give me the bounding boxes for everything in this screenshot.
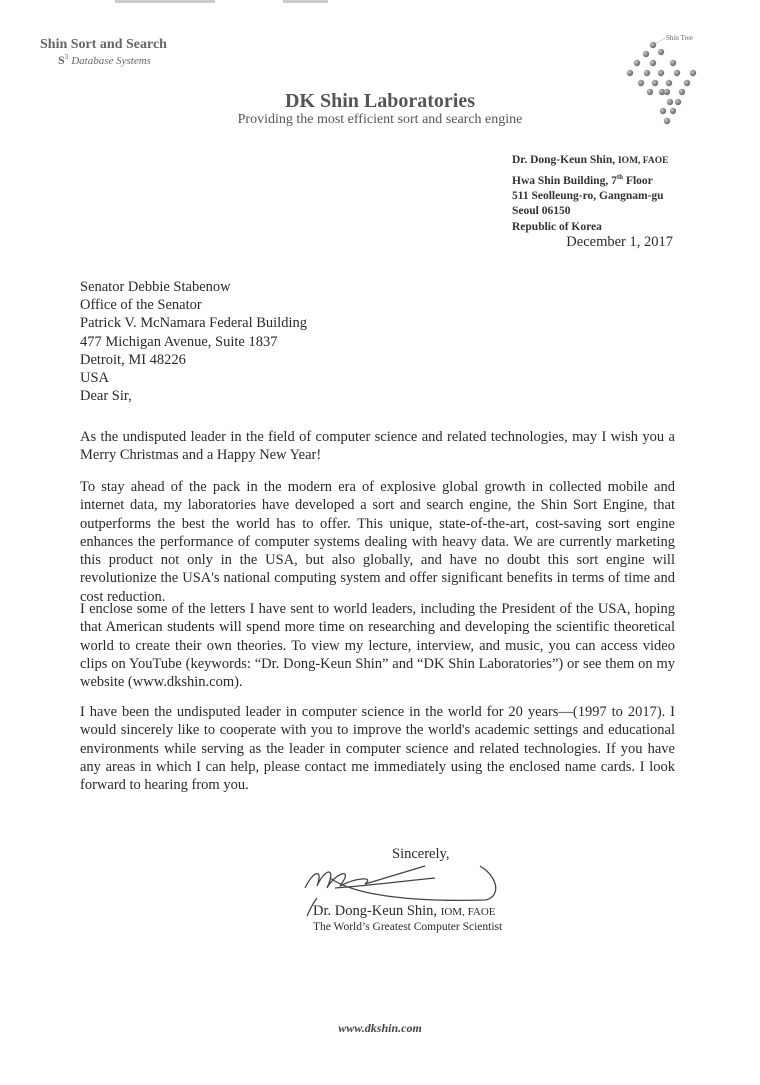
signatory-title: The World’s Greatest Computer Scientist (313, 921, 503, 933)
brand-name: Shin Sort and Search (40, 37, 167, 52)
salutation: Dear Sir, (80, 388, 132, 404)
letter-date: December 1, 2017 (566, 234, 673, 250)
footer-website: www.dkshin.com (338, 1021, 422, 1035)
paragraph: To stay ahead of the pack in the modern era of explosive global growth in collected mobile and internet data, my laboratories have developed a sort and search engine, the Shin Sort Engine, that outperforms the best the world has to offer. This unique, state-of-the-art, cost-saving sort engine enhances the performance of computer systems dealing with heavy data. We are currently marketing this product not only in the USA, but also globally, and have no doubt this sort engine will revolutionize the USA's national computing system and offer significant benefits in terms of time and cost reduction. (80, 479, 675, 605)
shin-tree-logo-icon (615, 30, 715, 130)
paragraph: I have been the undisputed leader in computer science in the world for 20 years—(1997 to 2017). I would sincerely like to cooperate with you to improve the world's academic settings and educational environments while serving as the leader in computer science and related technologies. If you have any areas in which I can help, please contact me immediately using the enclosed name cards. I look forward to hearing from you. (80, 704, 675, 794)
company-name: DK Shin Laboratories (284, 90, 476, 112)
company-tagline: Providing the most efficient sort and search engine (237, 112, 523, 127)
signatory-name: Dr. Dong-Keun Shin, IOM, FAOE (313, 903, 496, 919)
scan-artifact (283, 0, 328, 3)
scan-artifact (115, 0, 215, 3)
paragraph: I enclose some of the letters I have sent to world leaders, including the President of the USA, hoping that American students will spend more time on researching and developing the scientific theoretical world to create their own theories. To view my lecture, interview, and music, you can access video clips on YouTube (keywords: “Dr. Dong-Keun Shin” and “DK Shin Laboratories”) or see them on my website (www.dkshin.com). (80, 601, 675, 691)
svg-text:Shin Tree: Shin Tree (666, 34, 694, 42)
paragraph: As the undisputed leader in the field of computer science and related technologies, may I wish you a Merry Christmas and a Happy New Year! (80, 429, 675, 464)
brand-subtitle: $S^3$ Database Systems (58, 53, 151, 67)
sender-address: Dr. Dong-Keun Shin, IOM, FAOE Hwa Shin Building, 7th Floor 511 Seolleung-ro, Gangnam-gu Seoul 06150 Republic of Korea (512, 154, 669, 233)
closing: Sincerely, (392, 846, 450, 862)
recipient-address: Senator Debbie Stabenow Office of the Senator Patrick V. McNamara Federal Building 477 Michigan Avenue, Suite 1837 Detroit, MI 48226 USA (80, 279, 307, 387)
